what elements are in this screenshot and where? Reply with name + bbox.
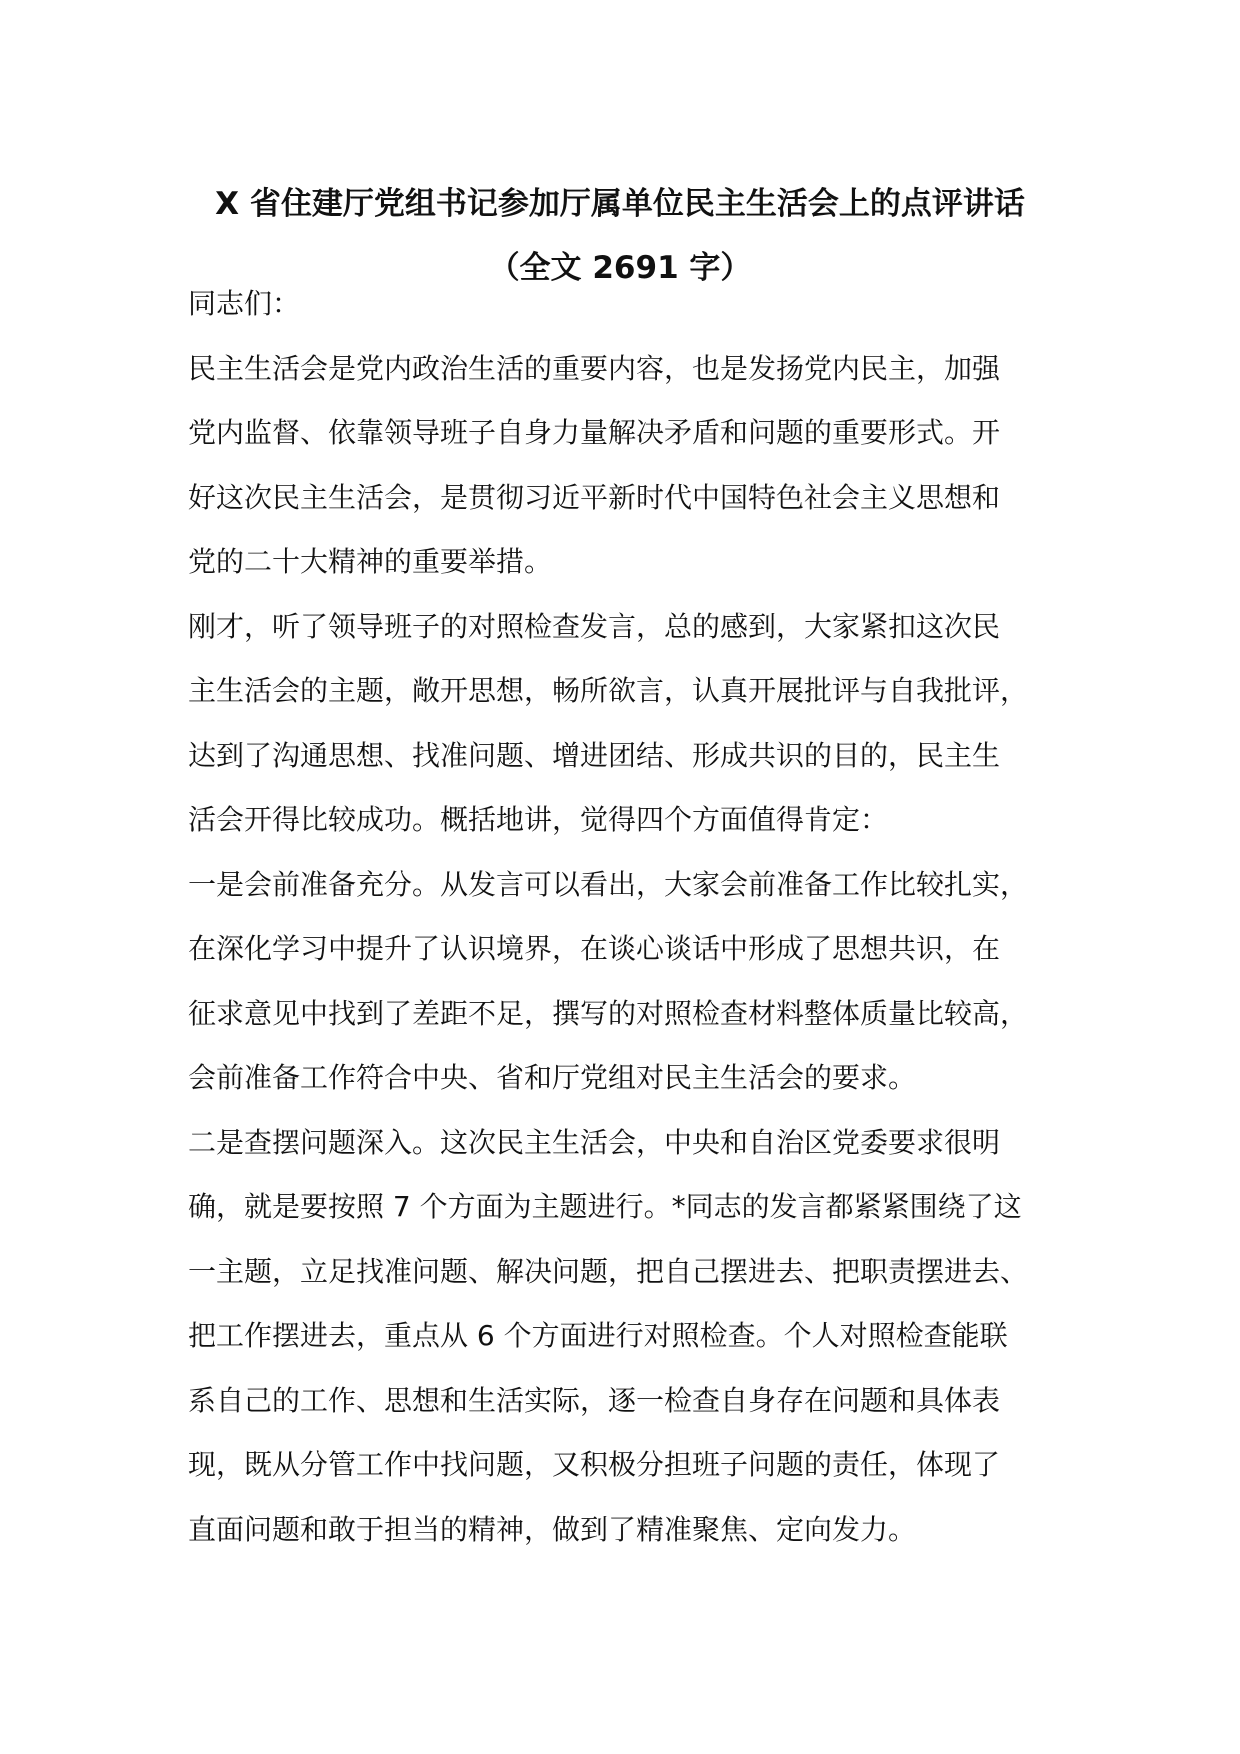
body-line: 把工作摆进去，重点从 6 个方面进行对照检查。个人对照检查能联 [188, 1319, 1008, 1352]
body-line: 在深化学习中提升了认识境界，在谈心谈话中形成了思想共识，在 [188, 932, 1001, 965]
body-line: 党内监督、依靠领导班子自身力量解决矛盾和问题的重要形式。开 [188, 416, 1001, 449]
body-line: 二是查摆问题深入。这次民主生活会，中央和自治区党委要求很明 [188, 1125, 1001, 1159]
body-line: 好这次民主生活会，是贯彻习近平新时代中国特色社会主义思想和 [188, 480, 1001, 514]
body-line: 活会开得比较成功。概括地讲，觉得四个方面值得肯定： [188, 803, 889, 836]
salutation-line: 同志们： [188, 287, 301, 320]
body-line: 一是会前准备充分。从发言可以看出，大家会前准备工作比较扎实， [188, 867, 1029, 901]
body-line: 刚才，听了领导班子的对照检查发言，总的感到，大家紧扣这次民 [188, 609, 1001, 643]
title-wordcount: （全文 2691 字） [488, 250, 752, 286]
body-line: 主生活会的主题，敞开思想，畅所欲言，认真开展批评与自我批评， [188, 674, 1029, 707]
body-line: 达到了沟通思想、找准问题、增进团结、形成共识的目的，民主生 [188, 738, 1001, 772]
body-line: 系自己的工作、思想和生活实际，逐一检查自身存在问题和具体表 [188, 1383, 1001, 1417]
body-line: 现，既从分管工作中找问题，又积极分担班子问题的责任，体现了 [188, 1448, 1001, 1481]
body-line: 会前准备工作符合中央、省和厅党组对民主生活会的要求。 [188, 1061, 917, 1094]
document-body [188, 272, 1088, 1562]
body-line: 直面问题和敢于担当的精神，做到了精准聚焦、定向发力。 [188, 1512, 917, 1546]
body-line: 征求意见中找到了差距不足，撰写的对照检查材料整体质量比较高， [188, 996, 1029, 1030]
body-line: 民主生活会是党内政治生活的重要内容，也是发扬党内民主，加强 [188, 351, 1001, 385]
title-main: X 省住建厅党组书记参加厅属单位民主生活会上的点评讲话 [215, 186, 1025, 222]
body-line: 一主题，立足找准问题、解决问题，把自己摆进去、把职责摆进去、 [188, 1254, 1029, 1288]
body-line: 党的二十大精神的重要举措。 [188, 545, 553, 578]
body-line: 确，就是要按照 7 个方面为主题进行。*同志的发言都紧紧围绕了这 [188, 1190, 1022, 1223]
